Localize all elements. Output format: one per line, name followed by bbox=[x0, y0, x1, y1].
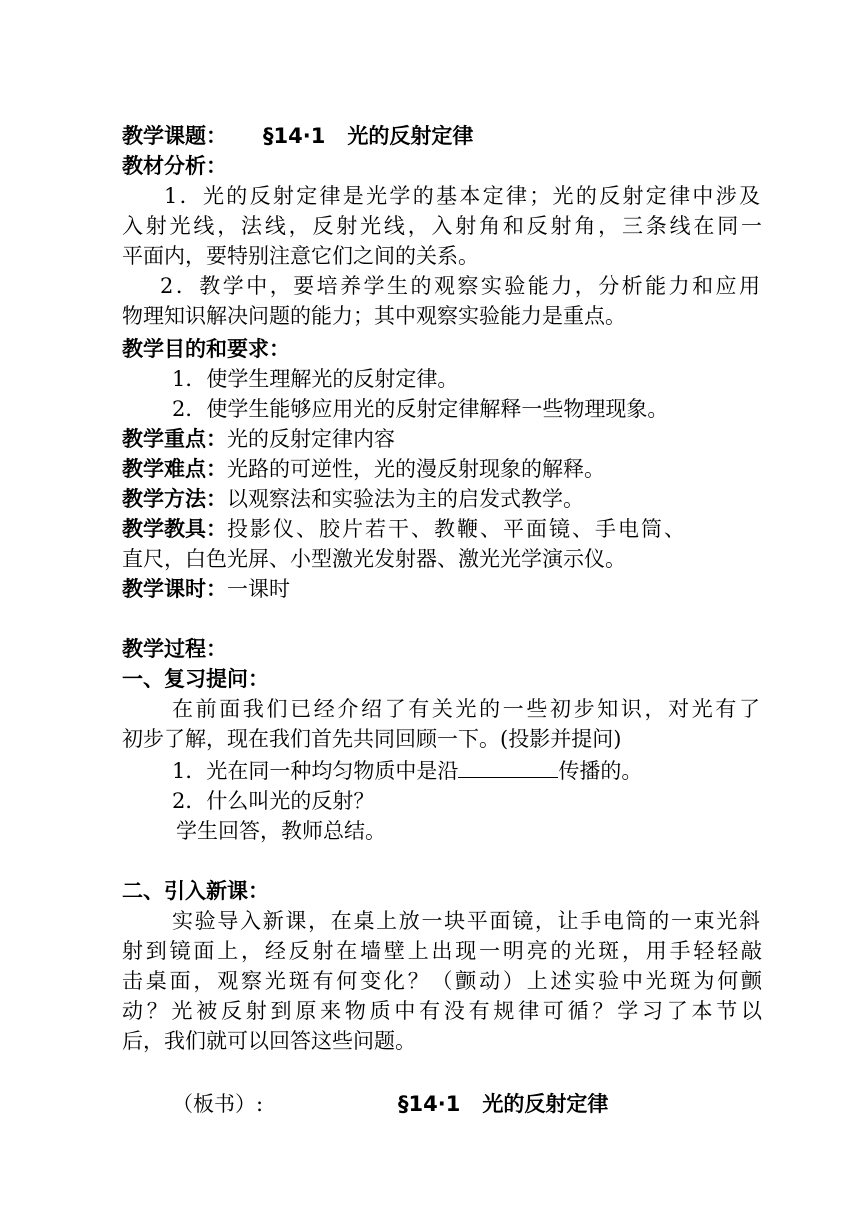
new-lesson-line4: 动？光被反射到原来物质中有没有规律可循？学习了本节以 bbox=[122, 999, 762, 1023]
tools-value-line2: 直尺，白色光屏、小型激光发射器、激光光学演示仪。 bbox=[122, 547, 626, 571]
tools-line bbox=[122, 514, 687, 544]
tools-value-line1: 投影仪、胶片若干、教鞭、平面镜、手电筒、 bbox=[227, 517, 687, 541]
board-label: （板书）: bbox=[172, 1092, 264, 1116]
review-question-1 bbox=[172, 756, 642, 786]
review-intro-line1: 在前面我们已经介绍了有关光的一些初步知识，对光有了 bbox=[172, 697, 760, 721]
new-lesson-line2: 射到镜面上，经反射在墙壁上出现一明亮的光斑，用手轻轻敲 bbox=[122, 939, 762, 963]
key-point-label: 教学重点： bbox=[122, 427, 227, 451]
goals-heading: 教学目的和要求： bbox=[122, 337, 290, 361]
duration-value: 一课时 bbox=[227, 577, 290, 601]
goals-item-2: 2．使学生能够应用光的反射定律解释一些物理现象。 bbox=[172, 397, 669, 421]
analysis-p1-line2: 入射光线，法线，反射光线，入射角和反射角，三条线在同一 bbox=[122, 214, 762, 238]
analysis-p2-line1: 2．教学中，要培养学生的观察实验能力，分析能力和应用 bbox=[160, 274, 760, 298]
difficulty-label: 教学难点： bbox=[122, 457, 227, 481]
process-heading: 教学过程： bbox=[122, 637, 227, 661]
analysis-p2-line2: 物理知识解决问题的能力；其中观察实验能力是重点。 bbox=[122, 304, 626, 328]
topic-section: §14·1 bbox=[263, 124, 326, 148]
new-lesson-line1: 实验导入新课，在桌上放一块平面镜，让手电筒的一束光斜 bbox=[172, 909, 760, 933]
topic-title: 光的反射定律 bbox=[347, 124, 474, 148]
review-answer: 学生回答，教师总结。 bbox=[176, 819, 386, 843]
answer-blank bbox=[458, 759, 558, 778]
review-q1-before: 1．光在同一种均匀物质中是沿 bbox=[172, 759, 459, 783]
tools-label: 教学教具： bbox=[122, 517, 227, 541]
review-intro-line2: 初步了解，现在我们首先共同回顾一下。(投影并提问) bbox=[122, 727, 622, 751]
method-line bbox=[122, 484, 584, 514]
duration-label: 教学课时： bbox=[122, 577, 227, 601]
analysis-p1-line3: 平面内，要特别注意它们之间的关系。 bbox=[122, 244, 479, 268]
board-title: 光的反射定律 bbox=[482, 1092, 609, 1116]
difficulty-value: 光路的可逆性，光的漫反射现象的解释。 bbox=[227, 457, 605, 481]
board-heading bbox=[398, 1089, 608, 1119]
new-lesson-heading: 二、引入新课： bbox=[122, 879, 269, 903]
review-heading: 一、复习提问： bbox=[122, 667, 269, 691]
duration-line bbox=[122, 574, 290, 604]
new-lesson-line3: 击桌面，观察光斑有何变化？（颤动）上述实验中光斑为何颤 bbox=[122, 969, 762, 993]
analysis-heading: 教材分析： bbox=[122, 154, 227, 178]
review-q1-after: 传播的。 bbox=[558, 759, 643, 783]
difficulty-line bbox=[122, 454, 605, 484]
key-point-value: 光的反射定律内容 bbox=[227, 427, 395, 451]
review-question-2: 2．什么叫光的反射？ bbox=[172, 789, 375, 813]
topic-line bbox=[122, 121, 473, 151]
board-section: §14·1 bbox=[398, 1092, 461, 1116]
method-value: 以观察法和实验法为主的启发式教学。 bbox=[227, 487, 584, 511]
method-label: 教学方法： bbox=[122, 487, 227, 511]
analysis-p1-line1: 1．光的反射定律是光学的基本定律；光的反射定律中涉及 bbox=[164, 184, 760, 208]
topic-label: 教学课题： bbox=[122, 124, 227, 148]
key-point-line bbox=[122, 424, 395, 454]
new-lesson-line5: 后，我们就可以回答这些问题。 bbox=[122, 1029, 416, 1053]
goals-item-1: 1．使学生理解光的反射定律。 bbox=[172, 367, 459, 391]
